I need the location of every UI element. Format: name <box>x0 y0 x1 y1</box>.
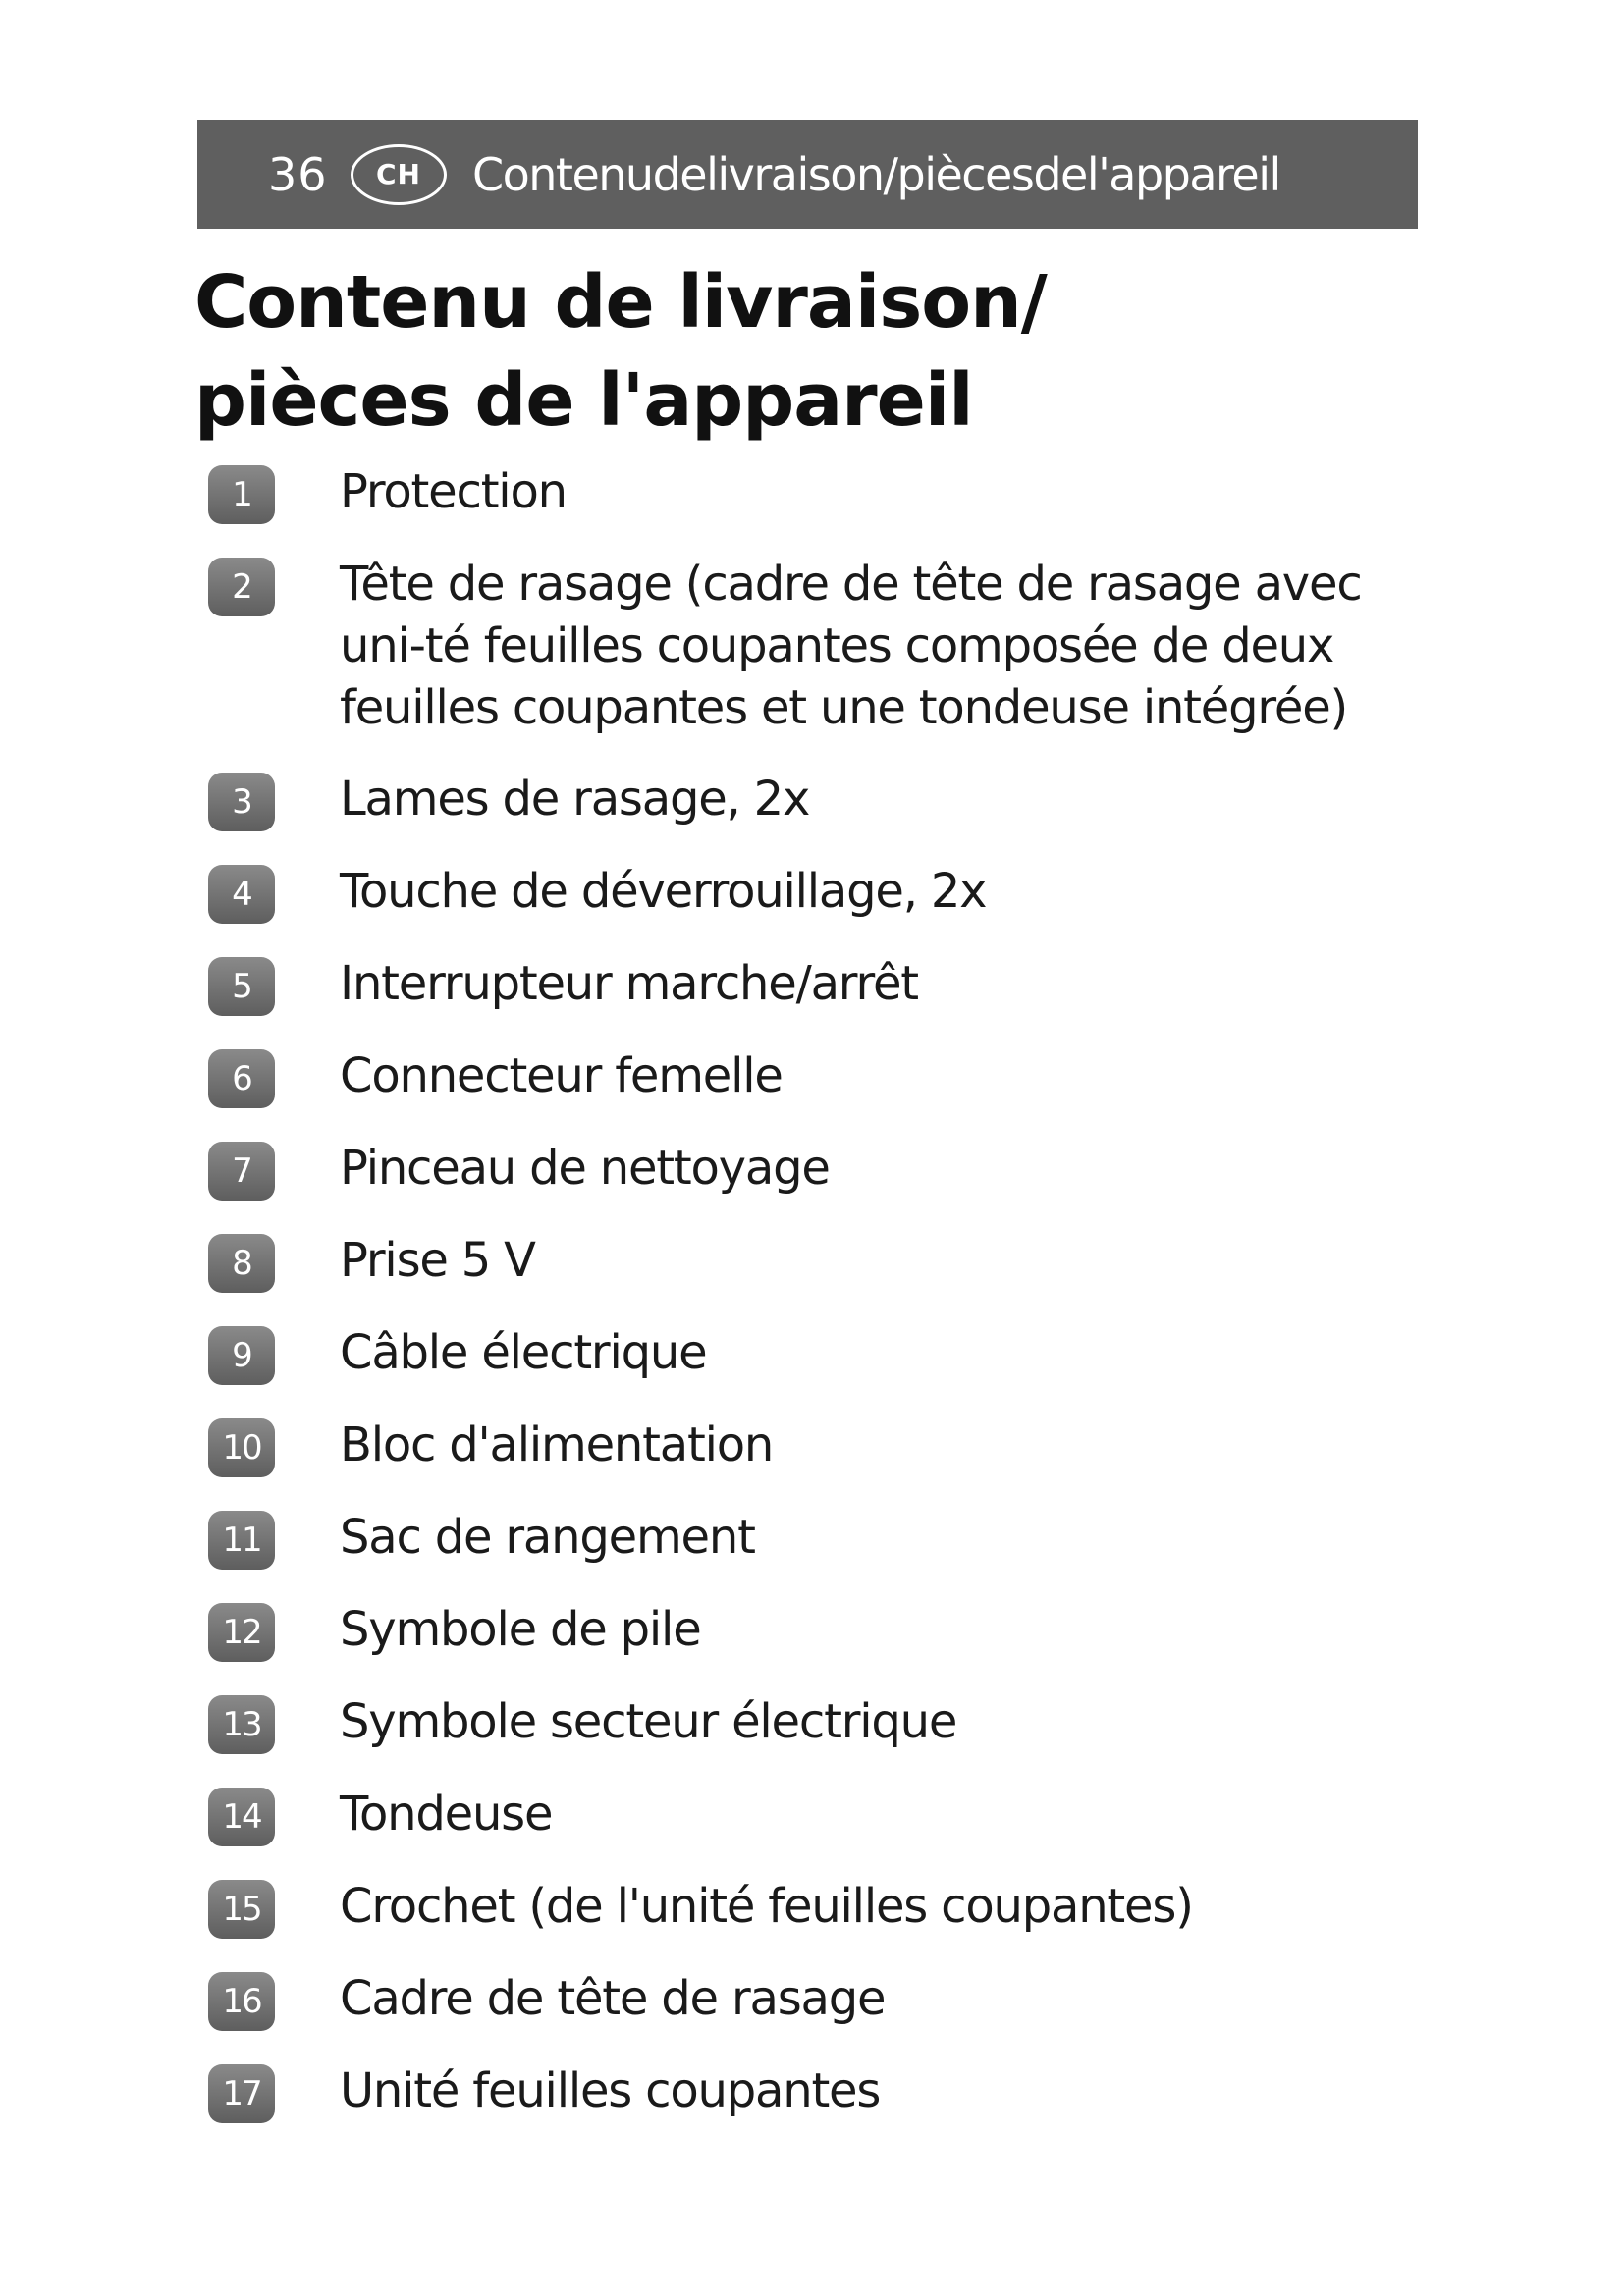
item-label: Connecteur femelle <box>340 1048 783 1103</box>
item-label: Tondeuse <box>340 1787 553 1842</box>
item-label: Touche de déverrouillage, 2x <box>340 864 987 919</box>
item-number-badge: 16 <box>208 1972 275 2031</box>
list-item <box>208 2060 1426 2123</box>
parts-list <box>208 461 1426 2153</box>
page-title-line-2: pièces de l'appareil <box>194 358 973 443</box>
item-number-badge: 9 <box>208 1326 275 1385</box>
item-number-badge: 7 <box>208 1142 275 1201</box>
page-title <box>194 253 1047 450</box>
item-number-badge: 14 <box>208 1788 275 1846</box>
list-item <box>208 461 1426 524</box>
item-number-badge: 12 <box>208 1603 275 1662</box>
list-item <box>208 1322 1426 1385</box>
item-label: Symbole secteur électrique <box>340 1694 957 1749</box>
list-item <box>208 861 1426 924</box>
item-label: Crochet (de l'unité feuilles coupantes) <box>340 1879 1193 1934</box>
item-number-badge: 6 <box>208 1049 275 1108</box>
list-item <box>208 1045 1426 1108</box>
page-number: 36 <box>268 147 328 201</box>
list-item <box>208 1415 1426 1477</box>
item-label: Lames de rasage, 2x <box>340 772 810 827</box>
item-number-badge: 17 <box>208 2064 275 2123</box>
running-title: Contenudelivraison/piècesdel'appareil <box>472 147 1280 201</box>
item-number-badge: 13 <box>208 1695 275 1754</box>
list-item <box>208 1876 1426 1939</box>
item-label: Tête de rasage (cadre de tête de rasage avec uni-té feuilles coupantes composée de deux feuilles coupantes et une tondeuse intégrée) <box>340 557 1362 735</box>
item-label: Sac de rangement <box>340 1510 755 1565</box>
item-number-badge: 4 <box>208 865 275 924</box>
item-number-badge: 10 <box>208 1418 275 1477</box>
item-label: Cadre de tête de rasage <box>340 1971 886 2026</box>
running-header <box>197 120 1418 229</box>
list-item <box>208 1691 1426 1754</box>
item-number-badge: 15 <box>208 1880 275 1939</box>
item-label: Symbole de pile <box>340 1602 701 1657</box>
item-label: Bloc d'alimentation <box>340 1417 774 1472</box>
item-label: Interrupteur marche/arrêt <box>340 956 918 1011</box>
item-number-badge: 2 <box>208 558 275 616</box>
item-label: Câble électrique <box>340 1325 707 1380</box>
item-number-badge: 8 <box>208 1234 275 1293</box>
list-item <box>208 1230 1426 1293</box>
list-item <box>208 769 1426 831</box>
list-item <box>208 1968 1426 2031</box>
list-item <box>208 953 1426 1016</box>
item-label: Unité feuilles coupantes <box>340 2063 881 2118</box>
list-item <box>208 554 1426 739</box>
item-number-badge: 3 <box>208 773 275 831</box>
item-number-badge: 11 <box>208 1511 275 1570</box>
item-label: Pinceau de nettoyage <box>340 1141 830 1196</box>
item-label: Prise 5 V <box>340 1233 535 1288</box>
item-number-badge: 5 <box>208 957 275 1016</box>
country-code-badge: CH <box>351 144 447 205</box>
list-item <box>208 1784 1426 1846</box>
list-item <box>208 1599 1426 1662</box>
item-number-badge: 1 <box>208 465 275 524</box>
item-label: Protection <box>340 464 567 519</box>
list-item <box>208 1138 1426 1201</box>
page-title-line-1: Contenu de livraison/ <box>194 260 1047 345</box>
list-item <box>208 1507 1426 1570</box>
